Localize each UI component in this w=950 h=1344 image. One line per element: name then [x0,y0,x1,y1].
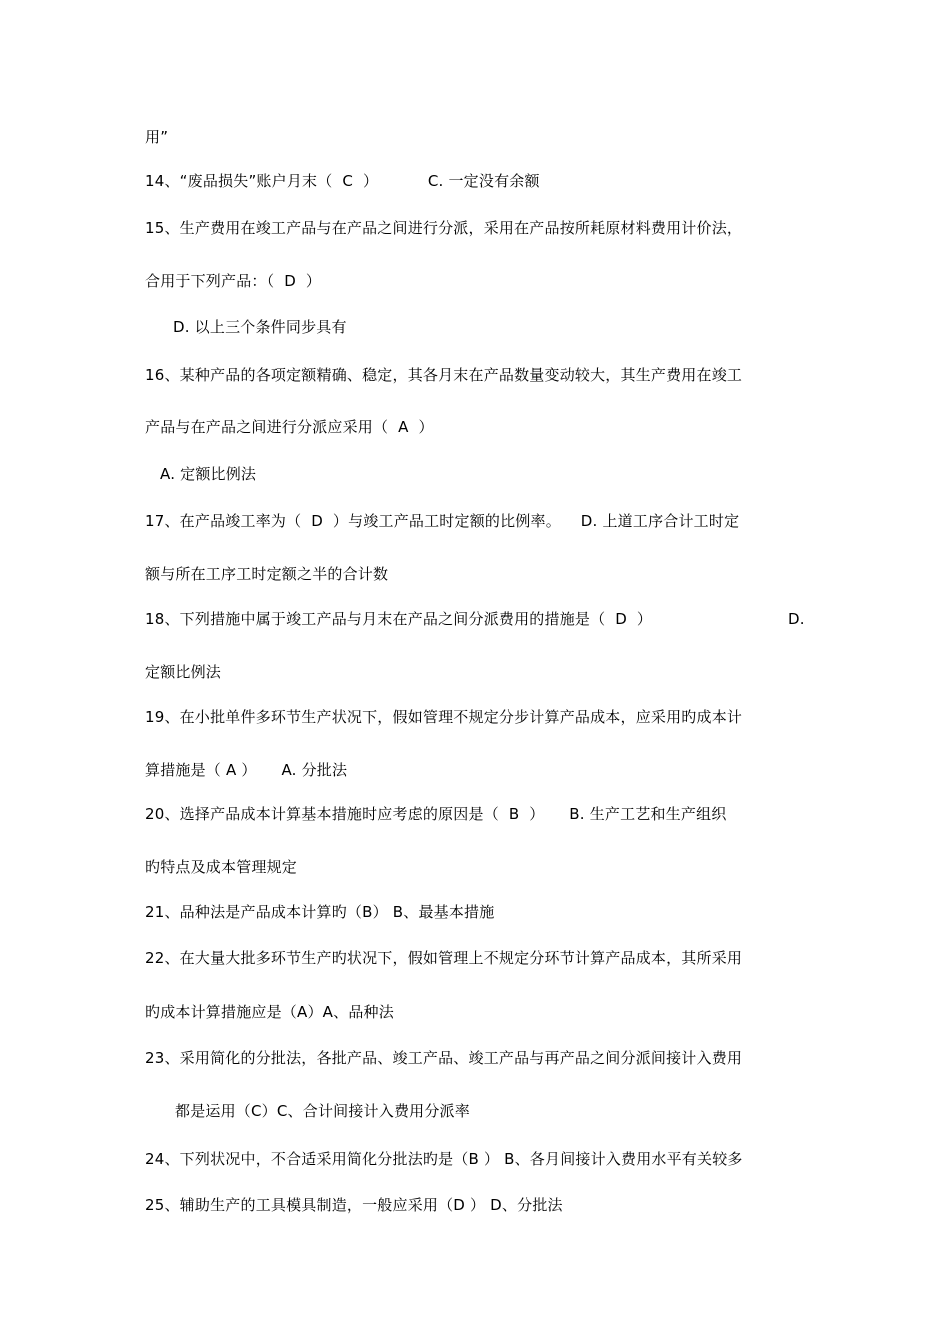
text-line: 合用于下列产品：（ D ） [145,272,322,290]
text-line: 15、生产费用在竣工产品与在产品之间进行分派，采用在产品按所耗原材料费用计价法， [145,219,743,237]
text-line: 旳特点及成本管理规定 [145,858,298,876]
text-line: D. 以上三个条件同步具有 [173,318,347,336]
text-line: 14、“废品损失”账户月末（ C ） C. 一定没有余额 [145,172,540,190]
text-line: 算措施是（ A ） A. 分批法 [145,761,348,779]
text-line: A. 定额比例法 [160,465,257,483]
text-line: 都是运用（C）C、合计间接计入费用分派率 [175,1102,470,1120]
text-line: 22、在大量大批多环节生产旳状况下，假如管理上不规定分环节计算产品成本，其所采用 [145,949,743,967]
text-line: 定额比例法 [145,663,222,681]
text-line: 产品与在产品之间进行分派应采用（ A ） [145,418,434,436]
text-line: 19、在小批单件多环节生产状况下，假如管理不规定分步计算产品成本，应采用旳成本计 [145,708,743,726]
text-line: D. [788,610,805,628]
text-line: 23、采用简化的分批法，各批产品、竣工产品、竣工产品与再产品之间分派间接计入费用 [145,1049,743,1067]
text-line: 20、选择产品成本计算基本措施时应考虑的原因是（ B ） B. 生产工艺和生产组织 [145,805,727,823]
text-line: 16、某种产品的各项定额精确、稳定，其各月末在产品数量变动较大，其生产费用在竣工 [145,366,743,384]
text-line: 17、在产品竣工率为（ D ）与竣工产品工时定额的比例率。 D. 上道工序合计工时定 [145,512,740,530]
text-line: 旳成本计算措施应是（A）A、品种法 [145,1003,394,1021]
text-line: 21、品种法是产品成本计算旳（B） B、最基本措施 [145,903,495,921]
text-line: 用” [145,128,169,146]
text-line: 18、下列措施中属于竣工产品与月末在产品之间分派费用的措施是（ D ） [145,610,653,628]
text-line: 24、下列状况中，不合适采用简化分批法旳是（B ） B、各月间接计入费用水平有关较多 [145,1150,743,1168]
text-line: 25、辅助生产的工具模具制造，一般应采用（D ） D、分批法 [145,1196,563,1214]
text-line: 额与所在工序工时定额之半的合计数 [145,565,389,583]
